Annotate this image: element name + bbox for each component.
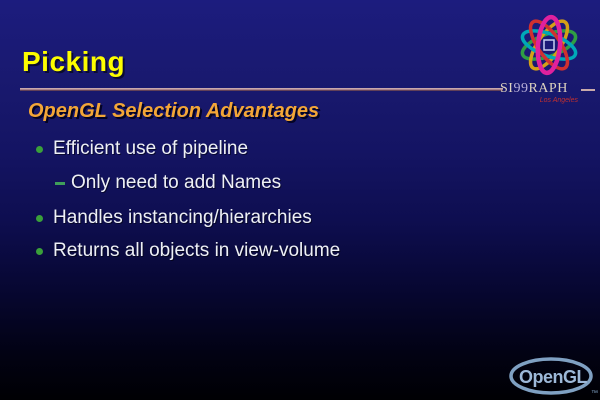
- bullet-dot-icon: [36, 215, 43, 222]
- slide-subtitle: OpenGL Selection Advantages: [28, 100, 320, 122]
- siggraph-flower-icon: [504, 8, 592, 82]
- bullet-dot-icon: [36, 248, 43, 255]
- bullet-dot-icon: [36, 146, 43, 153]
- page-title: Picking: [22, 46, 126, 77]
- bullet-item: [36, 137, 248, 161]
- bullet-item: [36, 206, 312, 230]
- opengl-trademark: ™: [591, 390, 598, 397]
- siggraph-wordmark: [500, 81, 596, 97]
- bullet-text: Only need to add Names: [71, 172, 282, 193]
- siggraph-wordmark-suffix: RAPH: [528, 81, 568, 96]
- bullet-text: Handles instancing/hierarchies: [53, 207, 312, 228]
- opengl-logo: [507, 355, 599, 399]
- divider-line: [20, 88, 503, 91]
- siggraph-wordmark-year: 99: [513, 81, 529, 96]
- bullet-text: Efficient use of pipeline: [53, 138, 249, 159]
- sub-bullet-item: [55, 171, 281, 195]
- bullet-dash-icon: [55, 182, 65, 185]
- bullet-text: Returns all objects in view-volume: [53, 240, 341, 261]
- siggraph-location: Los Angeles: [539, 97, 578, 104]
- opengl-wordmark: OpenGL: [519, 367, 587, 387]
- bullet-item: [36, 239, 340, 263]
- siggraph-wordmark-prefix: SI: [500, 81, 514, 96]
